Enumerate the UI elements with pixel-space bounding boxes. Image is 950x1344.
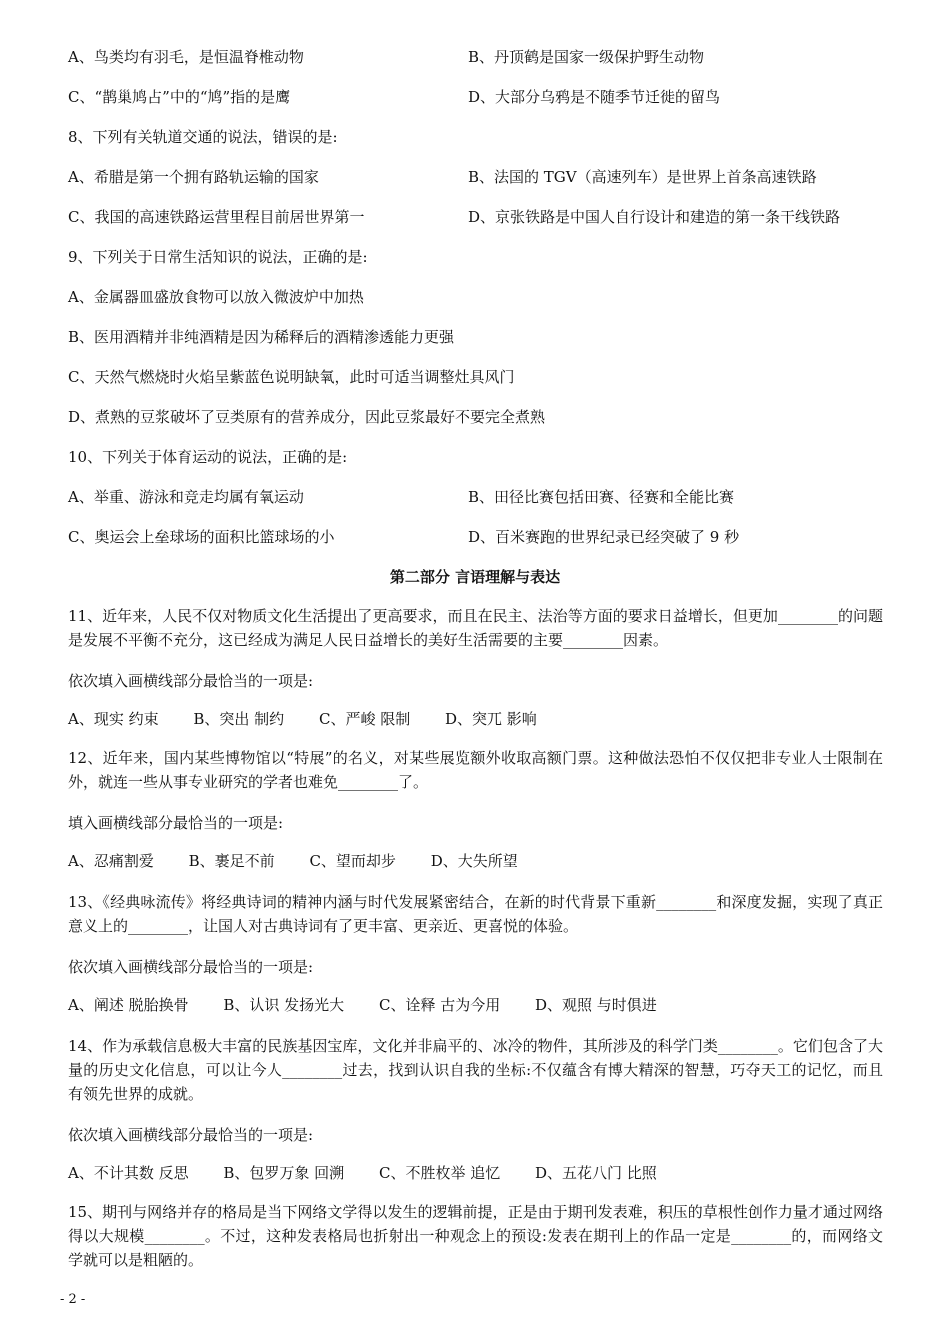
q15-stem: 15、期刊与网络并存的格局是当下网络文学得以发生的逻辑前提，正是由于期刊发表难，积压的草根性创作力量才通过网络得以大规模________。不过，这种发表格局也折射出一种观念上的预设:发表在期刊上的作品一定是________的，而网络文学就可以是粗陋的。 — [68, 1203, 883, 1269]
q8-option-a: A、希腊是第一个拥有路轨运输的国家 — [68, 168, 319, 186]
q11-prompt: 依次填入画横线部分最恰当的一项是: — [68, 672, 314, 690]
q9-stem: 9、下列关于日常生活知识的说法，正确的是: — [68, 248, 368, 266]
q8-stem: 8、下列有关轨道交通的说法，错误的是: — [68, 128, 338, 146]
q11-option-b: B、突出 制约 — [193, 710, 285, 728]
q12-prompt: 填入画横线部分最恰当的一项是: — [68, 814, 284, 832]
q13-options — [68, 994, 687, 1016]
q10-option-d: D、百米赛跑的世界纪录已经突破了 9 秒 — [468, 528, 740, 546]
q10-option-a: A、举重、游泳和竞走均属有氧运动 — [68, 488, 304, 506]
q11-option-d: D、突兀 影响 — [445, 710, 537, 728]
q7-option-b: B、丹顶鹤是国家一级保护野生动物 — [468, 48, 705, 66]
q8-option-c: C、我国的高速铁路运营里程目前居世界第一 — [68, 208, 365, 226]
q14-options — [68, 1162, 687, 1184]
q10-option-c: C、奥运会上垒球场的面积比篮球场的小 — [68, 528, 335, 546]
q14-prompt: 依次填入画横线部分最恰当的一项是: — [68, 1126, 314, 1144]
q12-option-d: D、大失所望 — [430, 852, 518, 870]
q14-option-b: B、包罗万象 回溯 — [223, 1164, 345, 1182]
q12-option-a: A、忍痛割爱 — [68, 852, 154, 870]
q14-option-d: D、五花八门 比照 — [535, 1164, 657, 1182]
q12-options — [68, 850, 548, 872]
q9-option-b: B、医用酒精并非纯酒精是因为稀释后的酒精渗透能力更强 — [68, 328, 455, 346]
q10-option-b: B、田径比赛包括田赛、径赛和全能比赛 — [468, 488, 735, 506]
q9-option-d: D、煮熟的豆浆破坏了豆类原有的营养成分，因此豆浆最好不要完全煮熟 — [68, 408, 546, 426]
q7-option-c: C、“鹊巢鸠占”中的“鸠”指的是鹰 — [68, 88, 291, 106]
q8-option-d: D、京张铁路是中国人自行设计和建造的第一条干线铁路 — [468, 208, 841, 226]
q11-stem: 11、近年来，人民不仅对物质文化生活提出了更高要求，而且在民主、法治等方面的要求日益增长，但更加________的问题是发展不平衡不充分，这已经成为满足人民日益增长的美好生活需要的主要________因素。 — [68, 607, 883, 649]
q11-option-c: C、严峻 限制 — [318, 710, 411, 728]
section-heading: 第二部分 言语理解与表达 — [389, 568, 561, 586]
page-number: - 2 - — [60, 1292, 86, 1307]
q7-option-a: A、鸟类均有羽毛，是恒温脊椎动物 — [68, 48, 304, 66]
q9-option-a: A、金属器皿盛放食物可以放入微波炉中加热 — [68, 288, 364, 306]
q12-option-b: B、裹足不前 — [188, 852, 275, 870]
q13-option-c: C、诠释 古为今用 — [378, 996, 501, 1014]
q9-option-c: C、天然气燃烧时火焰呈紫蓝色说明缺氧，此时可适当调整灶具风门 — [68, 368, 515, 386]
q11-option-a: A、现实 约束 — [68, 710, 159, 728]
q13-option-d: D、观照 与时俱进 — [535, 996, 657, 1014]
q12-stem: 12、近年来，国内某些博物馆以“特展”的名义，对某些展览额外收取高额门票。这种做法恐怕不仅仅把非专业人士限制在外，就连一些从事专业研究的学者也难免________了。 — [68, 749, 883, 791]
q7-option-d: D、大部分乌鸦是不随季节迁徙的留鸟 — [468, 88, 721, 106]
q13-option-b: B、认识 发扬光大 — [223, 996, 345, 1014]
q14-option-a: A、不计其数 反思 — [68, 1164, 189, 1182]
q8-option-b: B、法国的 TGV（高速列车）是世界上首条高速铁路 — [468, 168, 817, 186]
q13-prompt: 依次填入画横线部分最恰当的一项是: — [68, 958, 314, 976]
q14-option-c: C、不胜枚举 追忆 — [378, 1164, 501, 1182]
q12-option-c: C、望而却步 — [309, 852, 396, 870]
q10-stem: 10、下列关于体育运动的说法，正确的是: — [68, 448, 348, 466]
q13-option-a: A、阐述 脱胎换骨 — [68, 996, 189, 1014]
q11-options — [68, 708, 567, 730]
q14-stem: 14、作为承载信息极大丰富的民族基因宝库，文化并非扁平的、冰冷的物件，其所涉及的科学门类________。它们包含了大量的历史文化信息，可以让今人________过去，找到认识自我的坐标:不仅蕴含有博大精深的智慧，巧夺天工的记忆，而且有领先世界的成就。 — [68, 1037, 883, 1103]
q13-stem: 13、《经典咏流传》将经典诗词的精神内涵与时代发展紧密结合，在新的时代背景下重新________和深度发掘，实现了真正意义上的________，让国人对古典诗词有了更丰富、更亲近、更喜悦的体验。 — [68, 893, 883, 935]
